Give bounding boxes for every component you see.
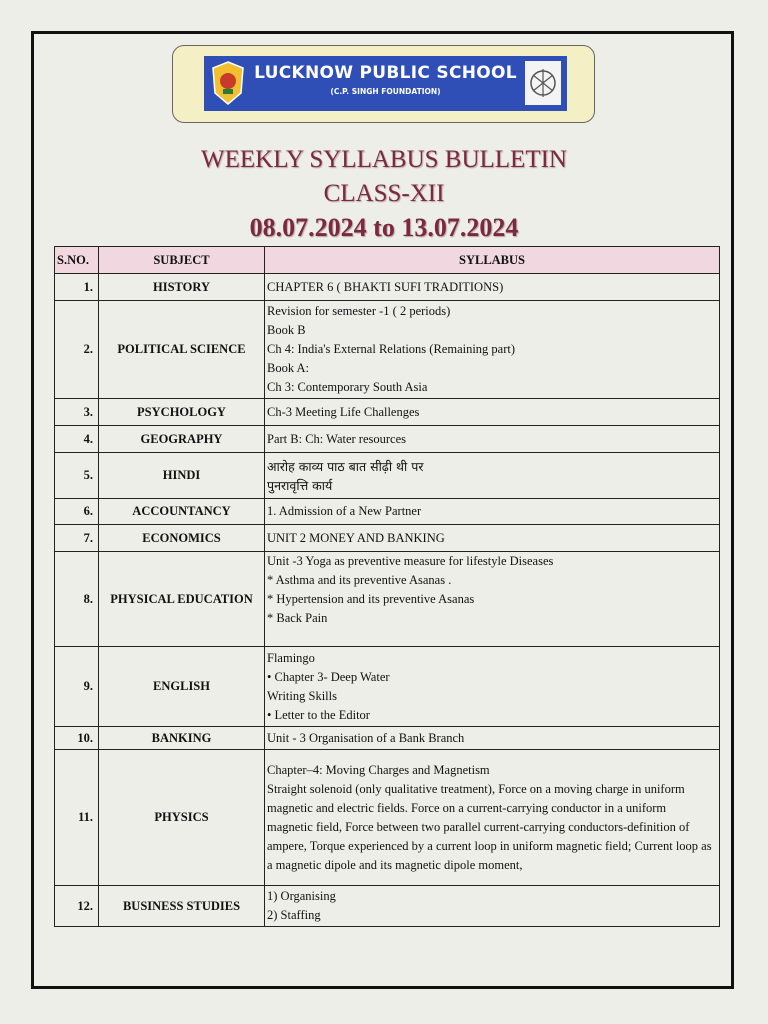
header-sno: S.NO. <box>55 247 99 274</box>
row-sno: 11. <box>55 750 99 886</box>
syllabus-line: Writing Skills <box>267 688 337 703</box>
row-syllabus <box>265 426 720 453</box>
table-row <box>55 750 720 886</box>
table-row <box>55 525 720 552</box>
syllabus-line: 1) Organising <box>267 889 336 903</box>
syllabus-line: * Asthma and its preventive Asanas . <box>267 573 452 587</box>
table-row <box>55 886 720 927</box>
header-subject: SUBJECT <box>99 247 265 274</box>
syllabus-line: Book B <box>267 323 306 337</box>
bulletin-title: WEEKLY SYLLABUS BULLETIN <box>201 146 567 173</box>
table-row <box>55 552 720 647</box>
row-syllabus <box>265 274 720 301</box>
row-subject: ACCOUNTANCY <box>99 499 265 525</box>
syllabus-line: आरोह काव्य पाठ बात सीढ़ी थी पर <box>267 458 424 474</box>
syllabus-line: * Back Pain <box>267 611 328 625</box>
row-subject: HISTORY <box>99 274 265 301</box>
syllabus-line: Unit - 3 Organisation of a Bank Branch <box>267 730 465 745</box>
class-title: CLASS-XII <box>323 180 445 207</box>
row-sno: 6. <box>55 499 99 525</box>
school-name: LUCKNOW PUBLIC SCHOOL <box>254 63 517 83</box>
table-row <box>55 426 720 453</box>
logo-box <box>172 45 595 123</box>
syllabus-line: • Chapter 3- Deep Water <box>267 669 390 684</box>
syllabus-line: Ch 4: India's External Relations (Remaining part) <box>267 342 516 356</box>
syllabus-table <box>54 246 720 927</box>
row-subject: GEOGRAPHY <box>99 426 265 453</box>
row-subject: PSYCHOLOGY <box>99 399 265 426</box>
row-subject: PHYSICS <box>99 750 265 886</box>
syllabus-line: Revision for semester -1 ( 2 periods) <box>267 304 451 318</box>
row-syllabus <box>265 453 720 499</box>
syllabus-line: 2) Staffing <box>267 908 321 922</box>
row-subject: BANKING <box>99 727 265 750</box>
row-syllabus <box>265 750 720 886</box>
school-emblem-icon <box>523 59 563 107</box>
school-subtitle: (C.P. SINGH FOUNDATION) <box>330 87 441 96</box>
row-sno: 4. <box>55 426 99 453</box>
syllabus-line: • Letter to the Editor <box>267 707 370 722</box>
row-syllabus <box>265 301 720 399</box>
row-sno: 8. <box>55 552 99 647</box>
table-header-row <box>55 247 720 274</box>
row-sno: 12. <box>55 886 99 927</box>
syllabus-line: पुनरावृत्ति कार्य <box>267 477 333 493</box>
syllabus-line: Ch-3 Meeting Life Challenges <box>267 404 420 419</box>
syllabus-line: Ch 3: Contemporary South Asia <box>267 380 428 394</box>
table-row <box>55 274 720 301</box>
syllabus-line: Chapter–4: Moving Charges and Magnetism <box>267 762 490 777</box>
row-sno: 7. <box>55 525 99 552</box>
row-syllabus <box>265 499 720 525</box>
syllabus-line: Unit -3 Yoga as preventive measure for lifestyle Diseases <box>267 554 554 568</box>
row-subject: ECONOMICS <box>99 525 265 552</box>
table-row <box>55 301 720 399</box>
row-syllabus <box>265 886 720 927</box>
syllabus-line: * Hypertension and its preventive Asanas <box>267 592 475 606</box>
row-syllabus <box>265 525 720 552</box>
syllabus-line: Book A: <box>267 361 310 375</box>
row-sno: 5. <box>55 453 99 499</box>
row-syllabus <box>265 727 720 750</box>
row-subject: ENGLISH <box>99 647 265 727</box>
syllabus-line: UNIT 2 MONEY AND BANKING <box>267 530 445 545</box>
row-subject: PHYSICAL EDUCATION <box>99 552 265 647</box>
table-row <box>55 453 720 499</box>
table-row <box>55 499 720 525</box>
row-syllabus <box>265 647 720 727</box>
row-sno: 2. <box>55 301 99 399</box>
table-row <box>55 727 720 750</box>
syllabus-line: 1. Admission of a New Partner <box>267 504 422 518</box>
header-syllabus: SYLLABUS <box>265 247 720 274</box>
row-sno: 9. <box>55 647 99 727</box>
date-range: 08.07.2024 to 13.07.2024 <box>249 213 519 242</box>
syllabus-line: CHAPTER 6 ( BHAKTI SUFI TRADITIONS) <box>267 279 504 294</box>
row-subject: BUSINESS STUDIES <box>99 886 265 927</box>
row-syllabus <box>265 399 720 426</box>
row-sno: 10. <box>55 727 99 750</box>
row-sno: 1. <box>55 274 99 301</box>
school-banner <box>204 56 567 111</box>
school-crest-icon <box>208 59 248 107</box>
table-row <box>55 399 720 426</box>
syllabus-line: Flamingo <box>267 650 315 665</box>
row-sno: 3. <box>55 399 99 426</box>
syllabus-line: Part B: Ch: Water resources <box>267 431 407 446</box>
table-row <box>55 647 720 727</box>
row-subject: POLITICAL SCIENCE <box>99 301 265 399</box>
row-syllabus <box>265 552 720 647</box>
syllabus-paragraph: Straight solenoid (only qualitative treatment), Force on a moving charge in uniform magnetic and electric fields. Force on a current-carrying conductor in a uniform magnetic field, Force between two parallel current-carrying conductors-definition of ampere, Torque experienced by a current loop in uniform magnetic field; Current loop as a magnetic dipole and its magnetic dipole moment, <box>267 781 712 872</box>
row-subject: HINDI <box>99 453 265 499</box>
